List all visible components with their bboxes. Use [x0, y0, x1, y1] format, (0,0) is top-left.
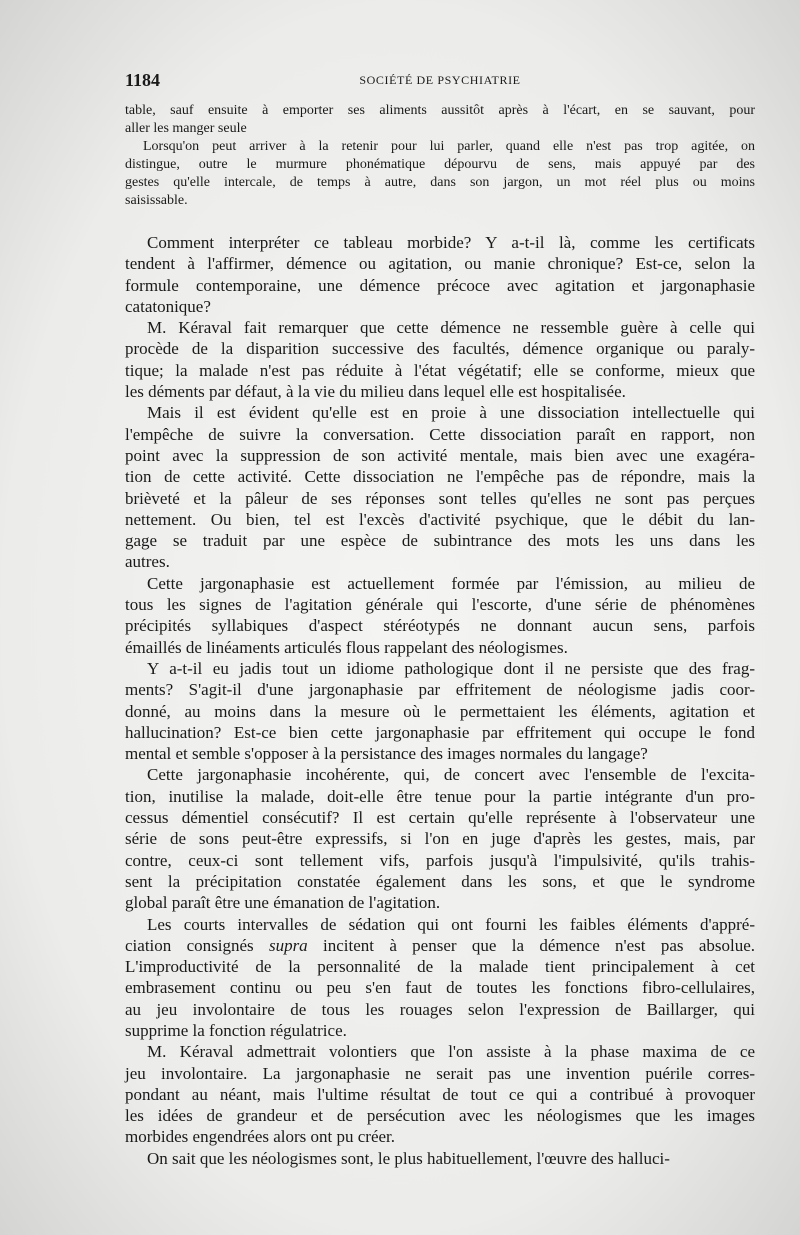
paragraph: [125, 1148, 755, 1169]
text-line: donné, au moins dans la mesure où le permettaient les éléments, agitation et: [125, 701, 755, 721]
page-header: [125, 70, 755, 90]
paragraph: [125, 232, 755, 317]
text-line: tous les signes de l'agitation générale qui l'escorte, d'une série de phénomènes: [125, 595, 755, 615]
text-line: table, sauf ensuite à emporter ses aliments aussitôt après à l'écart, en se sauvant, pour: [125, 103, 755, 118]
text-line: morbides engendrées alors ont pu créer.: [125, 1127, 396, 1147]
text-line: série de sons peut-être expressifs, si l'on en juge d'après les gestes, mais, par: [125, 829, 755, 849]
paragraph: [125, 402, 755, 572]
text-line: L'improductivité de la personnalité de la malade tient principalement à cet: [125, 957, 755, 977]
text-line: jeu involontaire. La jargonaphasie ne serait pas une invention puérile corres-: [125, 1063, 755, 1083]
text-line: émaillés de linéaments articulés flous rappelant des néologismes.: [125, 637, 568, 657]
text-line: supprime la fonction régulatrice.: [125, 1020, 347, 1040]
text-line: On sait que les néologismes sont, le plus habituellement, l'œuvre des halluci-: [147, 1148, 670, 1168]
paragraph: [125, 102, 755, 138]
text-line: Les courts intervalles de sédation qui ont fourni les faibles éléments d'appré-: [147, 914, 755, 934]
text-line: brièveté et la pâleur de ses réponses sont telles qu'elles ne sont pas perçues: [125, 488, 755, 508]
text-line: gestes qu'elle intercale, de temps à autre, dans son jargon, un mot réel plus ou moins: [125, 175, 755, 190]
text-line: procède de la disparition successive des facultés, démence organique ou paraly-: [125, 339, 755, 359]
text-line: cessus démentiel consécutif? Il est certain qu'elle représente à l'observateur une: [125, 808, 755, 828]
paragraph: [125, 914, 755, 1042]
paragraph: [125, 138, 755, 210]
text-line: Comment interpréter ce tableau morbide? Y a-t-il là, comme les certificats: [147, 233, 755, 252]
text-line: tion de cette activité. Cette dissociation ne l'empêche pas de répondre, mais la: [125, 467, 755, 487]
text-line: mental et semble s'opposer à la persistance des images normales du langage?: [125, 744, 648, 764]
text-line: Lorsqu'on peut arriver à la retenir pour lui parler, quand elle n'est pas trop agitée, on: [143, 139, 755, 154]
text-line: Cette jargonaphasie est actuellement formée par l'émission, au milieu de: [147, 573, 755, 593]
text-line: contre, ceux-ci sont tellement vifs, parfois jusqu'à l'impulsivité, qu'ils trahis-: [125, 850, 755, 870]
text-line: embrasement continu ou peu s'en faut de toutes les fonctions fibro-cellulaires,: [125, 978, 755, 998]
text-line: l'empêche de suivre la conversation. Cette dissociation paraît en rapport, non: [125, 424, 755, 444]
paragraph: [125, 317, 755, 402]
text-line: Cette jargonaphasie incohérente, qui, de concert avec l'ensemble de l'excita-: [147, 765, 755, 785]
text-line: précipités syllabiques d'aspect stéréotypés ne donnant aucun sens, parfois: [125, 616, 755, 636]
text-line: global paraît être une émanation de l'agitation.: [125, 893, 441, 913]
text-line: tion, inutilise la malade, doit-elle être tenue pour la partie intégrante d'un pro-: [125, 786, 755, 806]
text-line: M. Kéraval fait remarquer que cette démence ne ressemble guère à celle qui: [147, 318, 755, 338]
page-number: 1184: [125, 70, 161, 90]
text-line: point avec la suppression de son activité mentale, mais bien avec une exagéra-: [125, 445, 755, 465]
paragraph: [125, 658, 755, 764]
text-line: M. Kéraval admettrait volontiers que l'on assiste à la phase maxima de ce: [147, 1042, 755, 1062]
text-line: au jeu involontaire de tous les rouages selon l'expression de Baillarger, qui: [125, 999, 755, 1019]
text-line: ments? S'agit-il d'une jargonaphasie par effritement de néologisme jadis coor-: [125, 680, 755, 700]
paragraph: [125, 764, 755, 913]
paragraph: [125, 573, 755, 658]
text-line: hallucination? Est-ce bien cette jargonaphasie par effritement qui occupe le fond: [125, 722, 755, 742]
text-line: distingue, outre le murmure phonématique dépourvu de sens, mais appuyé par des: [125, 157, 755, 172]
text-line: formule contemporaine, une démence précoce avec agitation et jargonaphasie: [125, 275, 755, 295]
text-line: saisissable.: [125, 193, 188, 208]
text-line: tique; la malade n'est pas réduite à l'état végétatif; elle se conforme, mieux que: [125, 360, 755, 380]
running-title: SOCIÉTÉ DE PSYCHIATRIE: [359, 73, 521, 87]
text-line: les idées de grandeur et de persécution avec les néologismes que les images: [125, 1106, 755, 1126]
text-line: aller les manger seule: [125, 121, 247, 136]
text-line: catatonique?: [125, 296, 211, 316]
text-line: Mais il est évident qu'elle est en proie à une dissociation intellectuelle qui: [147, 403, 755, 423]
small-print-section: [125, 102, 755, 210]
text-line: pondant au néant, mais l'ultime résultat de tout ce qui a contribué à provoquer: [125, 1084, 755, 1104]
text-line: autres.: [125, 552, 170, 572]
text-line: gage se traduit par une espèce de subintrance des mots les uns dans les: [125, 531, 755, 551]
text-line: tendent à l'affirmer, démence ou agitation, ou manie chronique? Est-ce, selon la: [125, 254, 755, 274]
text-line: les déments par défaut, à la vie du milieu dans lequel elle est hospitalisée.: [125, 382, 626, 402]
text-line: nettement. Ou bien, tel est l'excès d'activité psychique, que le débit du lan-: [125, 509, 755, 529]
text-line: Y a-t-il eu jadis tout un idiome pathologique dont il ne persiste que des frag-: [147, 658, 755, 678]
body-text: [125, 232, 755, 1169]
text-line: ciation consignés supra incitent à penser que la démence n'est pas absolue.: [125, 935, 755, 955]
text-line: sent la précipitation constatée également dans les sons, et que le syndrome: [125, 871, 755, 891]
paragraph: [125, 1041, 755, 1147]
